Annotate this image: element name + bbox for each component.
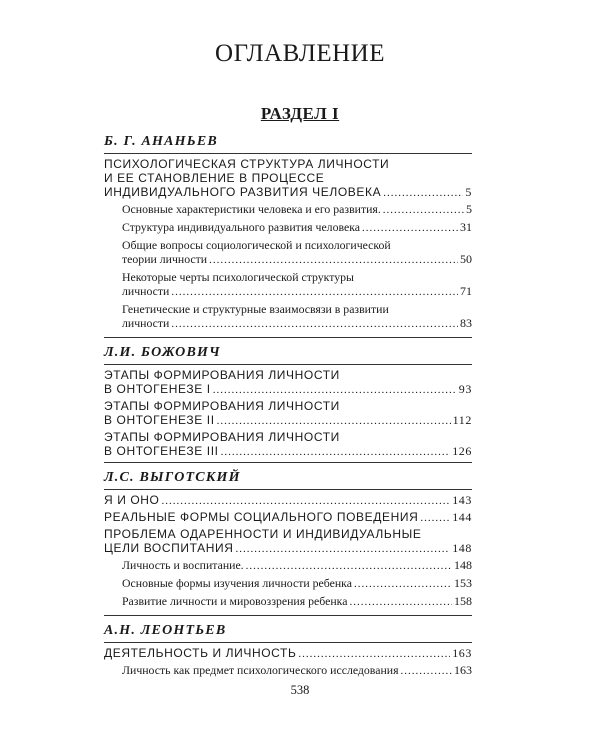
toc-subsection-entry[interactable]	[122, 220, 472, 235]
entry-title-line: теории личности	[122, 252, 208, 266]
dot-leader	[401, 664, 452, 678]
toc-chapter-entry[interactable]	[104, 399, 472, 428]
entry-last-line	[104, 493, 472, 508]
author-section	[104, 341, 472, 463]
entry-page-number: 5	[466, 202, 472, 216]
entry-page-number: 158	[454, 594, 472, 608]
dot-leader	[162, 494, 451, 508]
entry-title-line: ЭТАПЫ ФОРМИРОВАНИЯ ЛИЧНОСТИ	[104, 430, 340, 444]
entry-page-number: 163	[454, 663, 472, 677]
entry-title-line: Генетические и структурные взаимосвязи в развитии	[122, 302, 389, 316]
entry-title-line: ПРОБЛЕМА ОДАРЕННОСТИ И ИНДИВИДУАЛЬНЫЕ	[104, 527, 422, 541]
entry-last-line	[122, 316, 472, 331]
entry-page-number: 153	[454, 576, 472, 590]
entry-last-line	[104, 185, 472, 200]
dot-leader	[217, 414, 451, 428]
entry-title-line: ЭТАПЫ ФОРМИРОВАНИЯ ЛИЧНОСТИ	[104, 399, 340, 413]
page-number: 538	[290, 683, 310, 697]
entry-page-number: 143	[452, 493, 472, 507]
author-name: А.Н. ЛЕОНТЬЕВ	[104, 619, 472, 643]
entry-title-line: личности	[122, 316, 170, 330]
toc-chapter-entry[interactable]	[104, 646, 472, 661]
toc-subsection-entry[interactable]	[122, 594, 472, 609]
toc-chapter-entry[interactable]	[104, 510, 472, 525]
toc-chapter-entry[interactable]	[104, 157, 472, 200]
dot-leader	[221, 445, 451, 459]
toc-chapter-entry[interactable]	[104, 368, 472, 397]
entry-title-line: Я И ОНО	[104, 493, 160, 507]
entry-title-line: В ОНТОГЕНЕЗЕ II	[104, 413, 215, 427]
toc-subsection-entry[interactable]	[122, 663, 472, 678]
toc-chapter-entry[interactable]	[104, 527, 472, 556]
entry-page-number: 71	[460, 284, 472, 298]
author-entries	[104, 493, 472, 616]
entry-title-line: Развитие личности и мировоззрения ребенка	[122, 594, 348, 608]
toc-chapter-entry[interactable]	[104, 430, 472, 459]
page-title: ОГЛАВЛЕНИЕ	[215, 40, 385, 67]
entry-page-number: 50	[460, 252, 472, 266]
entry-title-line: ИНДИВИДУАЛЬНОГО РАЗВИТИЯ ЧЕЛОВЕКА	[104, 185, 382, 199]
toc-subsection-entry[interactable]	[122, 302, 472, 331]
entry-last-line	[122, 558, 472, 573]
entry-title-line: личности	[122, 284, 170, 298]
entry-last-line	[104, 541, 472, 556]
entry-title-line: РЕАЛЬНЫЕ ФОРМЫ СОЦИАЛЬНОГО ПОВЕДЕНИЯ	[104, 510, 419, 524]
author-section	[104, 619, 472, 684]
dot-leader	[298, 647, 450, 661]
entry-page-number: 31	[460, 220, 472, 234]
dot-leader	[383, 203, 464, 217]
toc-subsection-entry[interactable]	[122, 238, 472, 267]
entry-title-line: Некоторые черты психологической структуры	[122, 270, 354, 284]
dot-leader	[235, 542, 450, 556]
entry-last-line	[122, 594, 472, 609]
entry-title-line: В ОНТОГЕНЕЗЕ I	[104, 382, 211, 396]
entry-title-line: Личность как предмет психологического исследования	[122, 663, 399, 677]
entry-page-number: 126	[452, 444, 472, 458]
entry-page-number: 93	[458, 382, 472, 396]
entry-page-number: 144	[452, 510, 472, 524]
entry-last-line	[122, 252, 472, 267]
entry-title-line: Общие вопросы социологической и психологической	[122, 238, 391, 252]
author-entries	[104, 368, 472, 463]
entry-title-line: Структура индивидуального развития человека	[122, 220, 360, 234]
entry-last-line	[122, 284, 472, 299]
dot-leader	[171, 285, 458, 299]
dot-leader	[246, 559, 452, 573]
entry-page-number: 148	[454, 558, 472, 572]
entry-page-number: 112	[452, 413, 472, 427]
author-name: Л.И. БОЖОВИЧ	[104, 341, 472, 365]
entry-last-line	[104, 382, 472, 397]
entry-last-line	[104, 444, 472, 459]
dot-leader	[420, 511, 450, 525]
entry-title-line: Личность и воспитание.	[122, 558, 244, 572]
dot-leader	[349, 595, 452, 609]
entry-title-line: ПСИХОЛОГИЧЕСКАЯ СТРУКТУРА ЛИЧНОСТИ	[104, 157, 390, 171]
entry-page-number: 83	[460, 316, 472, 330]
entry-title-line: Основные формы изучения личности ребенка	[122, 576, 352, 590]
author-name: Б. Г. АНАНЬЕВ	[104, 130, 472, 154]
toc-subsection-entry[interactable]	[122, 270, 472, 299]
entry-page-number: 148	[452, 541, 472, 555]
entry-page-number: 5	[465, 185, 472, 199]
author-section	[104, 466, 472, 616]
entry-title-line: Основные характеристики человека и его развития.	[122, 202, 381, 216]
dot-leader	[171, 317, 458, 331]
entry-last-line	[122, 576, 472, 591]
author-section	[104, 130, 472, 338]
toc-subsection-entry[interactable]	[122, 558, 472, 573]
toc-subsection-entry[interactable]	[122, 202, 472, 217]
entry-last-line	[104, 413, 472, 428]
entry-title-line: И ЕЕ СТАНОВЛЕНИЕ В ПРОЦЕССЕ	[104, 171, 325, 185]
entry-last-line	[122, 663, 472, 678]
toc-chapter-entry[interactable]	[104, 493, 472, 508]
dot-leader	[383, 186, 463, 200]
dot-leader	[209, 253, 458, 267]
entry-title-line: ЦЕЛИ ВОСПИТАНИЯ	[104, 541, 234, 555]
entry-last-line	[122, 220, 472, 235]
entry-title-line: В ОНТОГЕНЕЗЕ III	[104, 444, 219, 458]
entry-title-line: ЭТАПЫ ФОРМИРОВАНИЯ ЛИЧНОСТИ	[104, 368, 340, 382]
author-entries	[104, 157, 472, 338]
entry-last-line	[104, 646, 472, 661]
table-of-contents	[104, 128, 472, 687]
dot-leader	[362, 221, 458, 235]
author-entries	[104, 646, 472, 684]
entry-last-line	[104, 510, 472, 525]
entry-last-line	[122, 202, 472, 217]
toc-subsection-entry[interactable]	[122, 576, 472, 591]
entry-title-line: ДЕЯТЕЛЬНОСТЬ И ЛИЧНОСТЬ	[104, 646, 297, 660]
author-name: Л.С. ВЫГОТСКИЙ	[104, 466, 472, 490]
dot-leader	[354, 577, 452, 591]
section-title: РАЗДЕЛ I	[260, 104, 340, 123]
dot-leader	[213, 383, 457, 397]
entry-page-number: 163	[452, 646, 472, 660]
